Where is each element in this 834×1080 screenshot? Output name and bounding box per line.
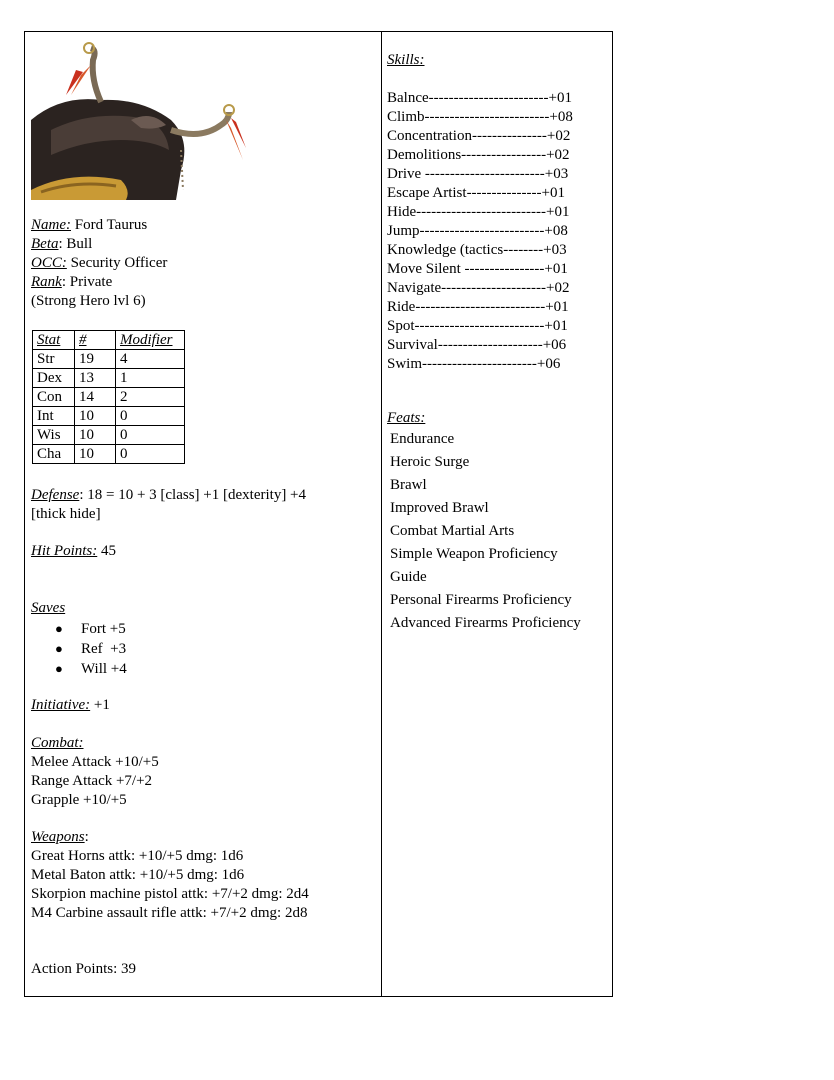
skill-item: Balnce------------------------+01 — [387, 90, 572, 106]
rank-label: Rank — [31, 274, 62, 290]
stat-value: 14 — [75, 388, 116, 407]
stat-value: 10 — [75, 407, 116, 426]
stat-name: Cha — [33, 445, 75, 464]
combat-melee: Melee Attack +10/+5 — [31, 754, 159, 770]
occ-label: OCC: — [31, 255, 67, 271]
skill-item: Jump-------------------------+08 — [387, 223, 568, 239]
stat-modifier: 0 — [116, 426, 185, 445]
bull-portrait-image — [31, 40, 251, 200]
list-item — [55, 619, 127, 639]
skill-item: Survival---------------------+06 — [387, 337, 567, 353]
stat-modifier: 2 — [116, 388, 185, 407]
saves-heading: Saves — [31, 600, 66, 616]
list-item — [55, 639, 127, 659]
list-item — [55, 659, 127, 679]
defense-value: : 18 = 10 + 3 [class] +1 [dexterity] +4 — [79, 487, 307, 503]
stats-header-row — [33, 331, 185, 350]
combat-grapple: Grapple +10/+5 — [31, 792, 127, 808]
table-row — [33, 369, 185, 388]
initiative-line — [31, 696, 110, 715]
skills-heading — [387, 51, 425, 70]
stat-name: Con — [33, 388, 75, 407]
character-sheet — [24, 31, 613, 997]
feat-item: Brawl — [390, 477, 427, 493]
stat-modifier: 0 — [116, 445, 185, 464]
weapon-item: Great Horns attk: +10/+5 dmg: 1d6 — [31, 848, 244, 864]
skill-item: Climb-------------------------+08 — [387, 109, 573, 125]
skill-item: Concentration---------------+02 — [387, 128, 571, 144]
stat-value: 10 — [75, 426, 116, 445]
skill-item: Spot--------------------------+01 — [387, 318, 568, 334]
save-ref: Ref +3 — [81, 641, 127, 657]
saves-label — [31, 599, 65, 618]
skill-item: Escape Artist---------------+01 — [387, 185, 565, 201]
hit-points-value: 45 — [101, 543, 116, 559]
initiative-value: +1 — [93, 697, 110, 713]
stat-name: Wis — [33, 426, 75, 445]
skill-item: Hide--------------------------+01 — [387, 204, 570, 220]
table-row — [33, 445, 185, 464]
rank-value: : Private — [61, 274, 113, 290]
skill-item: Ride--------------------------+01 — [387, 299, 569, 315]
skills-list — [387, 89, 573, 374]
weapon-item: M4 Carbine assault rifle attk: +7/+2 dmg: 2d8 — [31, 905, 308, 921]
table-row — [33, 426, 185, 445]
defense-block — [31, 486, 306, 524]
stat-name: Dex — [33, 369, 75, 388]
modifier-header: Modifier — [116, 331, 185, 350]
stat-value: 19 — [75, 350, 116, 369]
table-row — [33, 350, 185, 369]
weapons-label: Weapons — [31, 829, 85, 845]
bullet-icon: ● — [55, 621, 63, 636]
number-header: # — [75, 331, 116, 350]
stat-modifier: 4 — [116, 350, 185, 369]
hit-points-line — [31, 542, 116, 561]
occ-value: Security Officer — [70, 255, 168, 271]
beta-label: Beta — [31, 236, 59, 252]
name-label: Name: — [31, 217, 71, 233]
hit-points-label: Hit Points: — [31, 543, 98, 559]
identity-block — [31, 216, 167, 311]
skill-item: Drive ------------------------+03 — [387, 166, 569, 182]
bullet-icon: ● — [55, 661, 63, 676]
feat-item: Guide — [390, 569, 427, 585]
skill-item: Swim-----------------------+06 — [387, 356, 561, 372]
table-row — [33, 407, 185, 426]
saves-list — [55, 619, 127, 679]
skill-item: Move Silent ----------------+01 — [387, 261, 568, 277]
defense-label: Defense — [31, 487, 80, 503]
action-points: Action Points: 39 — [31, 961, 137, 977]
combat-label: Combat: — [31, 735, 84, 751]
feat-item: Advanced Firearms Proficiency — [390, 615, 581, 631]
feat-item: Improved Brawl — [390, 500, 489, 516]
stat-name: Int — [33, 407, 75, 426]
stat-header: Stat — [33, 331, 75, 350]
table-row — [33, 388, 185, 407]
skill-item: Navigate---------------------+02 — [387, 280, 570, 296]
stat-modifier: 0 — [116, 407, 185, 426]
stat-value: 13 — [75, 369, 116, 388]
feat-item: Heroic Surge — [390, 454, 470, 470]
weapons-block — [31, 828, 309, 923]
stats-table — [32, 330, 185, 464]
save-fort: Fort +5 — [81, 621, 126, 637]
save-will: Will +4 — [81, 661, 127, 677]
stat-value: 10 — [75, 445, 116, 464]
weapon-item: Metal Baton attk: +10/+5 dmg: 1d6 — [31, 867, 245, 883]
combat-range: Range Attack +7/+2 — [31, 773, 153, 789]
skill-item: Demolitions-----------------+02 — [387, 147, 570, 163]
feats-heading — [387, 409, 425, 428]
name-value: Ford Taurus — [74, 217, 148, 233]
weapons-colon: : — [84, 829, 89, 845]
column-divider — [381, 32, 382, 996]
feat-item: Personal Firearms Proficiency — [390, 592, 572, 608]
weapon-item: Skorpion machine pistol attk: +7/+2 dmg: 2d4 — [31, 886, 309, 902]
feat-item: Endurance — [390, 431, 455, 447]
stat-name: Str — [33, 350, 75, 369]
feats-list — [387, 428, 581, 635]
skill-item: Knowledge (tactics--------+03 — [387, 242, 567, 258]
skills-label: Skills: — [387, 52, 425, 68]
combat-block — [31, 734, 159, 810]
beta-value: : Bull — [58, 236, 93, 252]
stat-modifier: 1 — [116, 369, 185, 388]
defense-note: [thick hide] — [31, 506, 101, 522]
bullet-icon: ● — [55, 641, 63, 656]
class-note: (Strong Hero lvl 6) — [31, 293, 146, 309]
feats-label: Feats: — [387, 410, 426, 426]
feat-item: Combat Martial Arts — [390, 523, 515, 539]
initiative-label: Initiative: — [31, 697, 91, 713]
feat-item: Simple Weapon Proficiency — [390, 546, 558, 562]
